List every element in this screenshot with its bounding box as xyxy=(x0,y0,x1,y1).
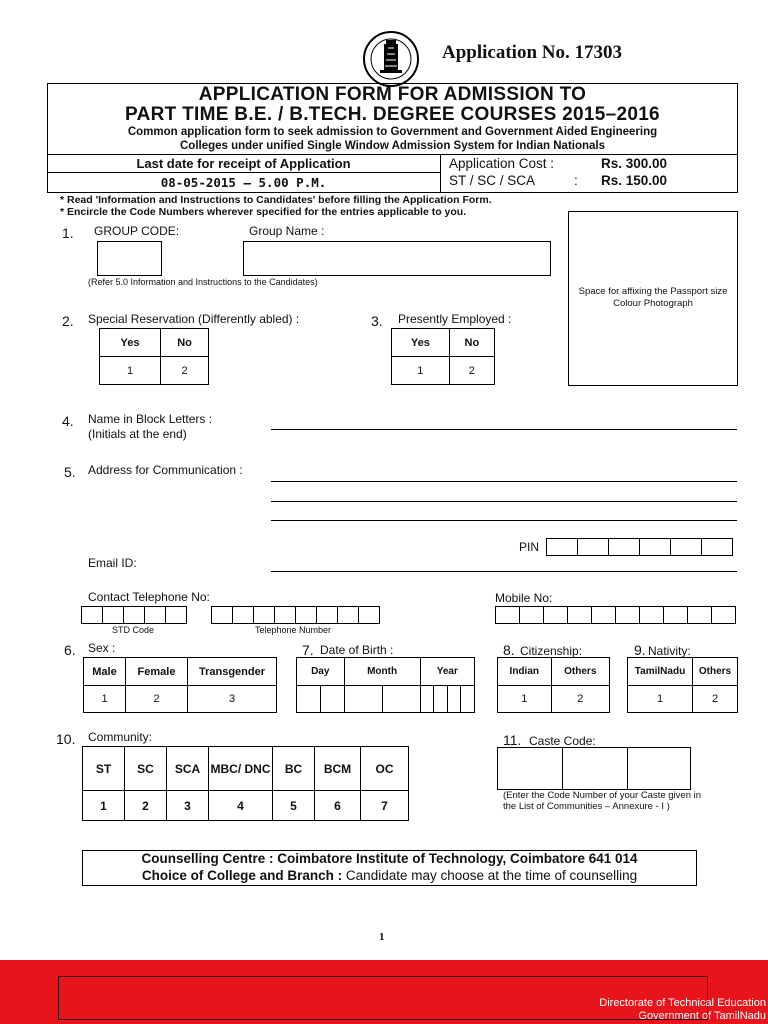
name-input-line[interactable] xyxy=(271,429,737,430)
divider xyxy=(47,154,738,155)
dob-digit[interactable] xyxy=(382,686,420,713)
tamilnadu-emblem-icon xyxy=(362,30,420,88)
contact-telephone-label: Contact Telephone No: xyxy=(88,590,210,604)
q9-number: 9. xyxy=(634,642,646,658)
sex-table xyxy=(83,657,277,713)
group-name-input[interactable] xyxy=(243,241,551,276)
counselling-centre: Counselling Centre : Coimbatore Institute of Technology, Coimbatore 641 014 xyxy=(141,851,638,866)
college-choice-label: Choice of College and Branch : xyxy=(141,868,343,883)
code-1[interactable]: 1 xyxy=(83,791,125,821)
option-sca[interactable]: SCA xyxy=(167,747,209,791)
group-name-label: Group Name : xyxy=(249,224,325,238)
form-subtitle-line1: Common application form to seek admission to Government and Government Aided Engineering xyxy=(127,126,658,138)
footer-directorate: Directorate of Technical Education xyxy=(599,997,766,1009)
citizenship-label: Citizenship: xyxy=(520,644,583,658)
option-yes[interactable]: Yes xyxy=(392,329,450,357)
sex-label: Sex : xyxy=(88,641,116,655)
q8-number: 8. xyxy=(503,642,515,658)
q1-number: 1. xyxy=(62,225,74,241)
option-indian[interactable]: Indian xyxy=(498,658,552,686)
caste-code-note-2: the List of Communities – Annexure - I ) xyxy=(503,801,670,812)
caste-code-label: Caste Code: xyxy=(529,734,596,748)
form-subtitle-line2: Colleges under unified Single Window Admission System for Indian Nationals xyxy=(179,140,606,152)
instruction-2: * Encircle the Code Numbers wherever specified for the entries applicable to you. xyxy=(60,206,467,218)
application-number: Application No. 17303 xyxy=(442,42,622,63)
dob-digit[interactable] xyxy=(461,686,475,713)
code-1[interactable]: 1 xyxy=(628,686,693,713)
divider xyxy=(440,154,441,193)
community-table xyxy=(82,746,409,821)
option-tamilnadu[interactable]: TamilNadu xyxy=(628,658,693,686)
dob-digit[interactable] xyxy=(420,686,434,713)
code-1[interactable]: 1 xyxy=(100,357,161,385)
dob-digit[interactable] xyxy=(297,686,321,713)
code-2[interactable]: 2 xyxy=(449,357,494,385)
code-7[interactable]: 7 xyxy=(361,791,409,821)
q2-number: 2. xyxy=(62,313,74,329)
code-2[interactable]: 2 xyxy=(125,791,167,821)
q11-number: 11. xyxy=(503,732,522,748)
caste-code-input[interactable] xyxy=(497,747,691,790)
code-2[interactable]: 2 xyxy=(161,357,209,385)
instruction-1: * Read 'Information and Instructions to Candidates' before filling the Application Form. xyxy=(60,194,492,206)
dob-digit[interactable] xyxy=(447,686,461,713)
option-yes[interactable]: Yes xyxy=(100,329,161,357)
option-others[interactable]: Others xyxy=(693,658,738,686)
cost-label: Application Cost : xyxy=(449,156,555,171)
mobile-label: Mobile No: xyxy=(495,591,553,605)
concession-colon: : xyxy=(574,173,578,188)
address-label: Address for Communication : xyxy=(88,463,243,477)
name-sublabel: (Initials at the end) xyxy=(88,427,187,441)
last-date-label: Last date for receipt of Application xyxy=(136,156,351,171)
option-bc[interactable]: BC xyxy=(273,747,315,791)
cost-value: Rs. 300.00 xyxy=(601,156,668,171)
q6-number: 6. xyxy=(64,642,76,658)
form-title-line1: APPLICATION FORM FOR ADMISSION TO xyxy=(198,84,587,105)
dob-day-header: Day xyxy=(297,658,345,686)
code-2[interactable]: 2 xyxy=(126,686,188,713)
form-title-line2: PART TIME B.E. / B.TECH. DEGREE COURSES 2015–2016 xyxy=(125,104,660,125)
dob-label: Date of Birth : xyxy=(320,643,394,657)
code-1[interactable]: 1 xyxy=(84,686,126,713)
option-sc[interactable]: SC xyxy=(125,747,167,791)
telephone-number-label: Telephone Number xyxy=(255,625,332,635)
group-refer-note: (Refer 5.0 Information and Instructions to the Candidates) xyxy=(88,277,318,287)
address-line-3[interactable] xyxy=(271,520,737,521)
dob-digit[interactable] xyxy=(320,686,344,713)
option-oc[interactable]: OC xyxy=(361,747,409,791)
nativity-label: Nativity: xyxy=(648,644,691,658)
code-3[interactable]: 3 xyxy=(167,791,209,821)
dob-month-header: Month xyxy=(344,658,420,686)
code-1[interactable]: 1 xyxy=(392,357,450,385)
dob-year-header: Year xyxy=(420,658,474,686)
q7-number: 7. xyxy=(302,642,314,658)
group-code-label: GROUP CODE: xyxy=(94,224,180,238)
last-date-value: 08-05-2015 — 5.00 P.M. xyxy=(160,175,327,190)
group-code-input[interactable] xyxy=(97,241,162,276)
code-4[interactable]: 4 xyxy=(209,791,273,821)
option-transgender[interactable]: Transgender xyxy=(188,658,277,686)
option-st[interactable]: ST xyxy=(83,747,125,791)
special-reservation-label: Special Reservation (Differently abled) : xyxy=(88,312,300,326)
std-code-input[interactable] xyxy=(81,606,187,624)
divider xyxy=(47,172,440,173)
college-choice-text: Candidate may choose at the time of counselling xyxy=(342,868,638,883)
citizenship-table xyxy=(497,657,610,713)
option-female[interactable]: Female xyxy=(126,658,188,686)
code-2[interactable]: 2 xyxy=(551,686,609,713)
code-6[interactable]: 6 xyxy=(315,791,361,821)
q10-number: 10. xyxy=(56,731,76,747)
address-line-2[interactable] xyxy=(271,501,737,502)
option-mbc-dnc[interactable]: MBC/ DNC xyxy=(209,747,273,791)
option-no[interactable]: No xyxy=(161,329,209,357)
footer-government: Government of TamilNadu xyxy=(638,1010,766,1022)
name-label: Name in Block Letters : xyxy=(88,412,213,426)
email-label: Email ID: xyxy=(88,556,137,570)
mobile-input[interactable] xyxy=(495,606,736,624)
std-code-label: STD Code xyxy=(112,625,155,635)
telephone-number-input[interactable] xyxy=(211,606,380,624)
caste-code-note-1: (Enter the Code Number of your Caste given in xyxy=(503,790,702,801)
code-5[interactable]: 5 xyxy=(273,791,315,821)
q5-number: 5. xyxy=(64,464,76,480)
dob-digit[interactable] xyxy=(344,686,382,713)
special-reservation-table xyxy=(99,328,209,385)
q3-number: 3. xyxy=(371,313,383,329)
dob-table xyxy=(296,657,475,713)
concession-value: Rs. 150.00 xyxy=(601,173,668,188)
option-others[interactable]: Others xyxy=(551,658,609,686)
email-input-line[interactable] xyxy=(271,571,737,572)
q4-number: 4. xyxy=(62,413,74,429)
dob-digit[interactable] xyxy=(434,686,448,713)
nativity-table xyxy=(627,657,738,713)
option-bcm[interactable]: BCM xyxy=(315,747,361,791)
concession-label: ST / SC / SCA xyxy=(449,173,536,188)
photo-instruction: Space for affixing the Passport size Colour Photograph xyxy=(578,286,728,309)
code-3[interactable]: 3 xyxy=(188,686,277,713)
pin-input[interactable] xyxy=(546,538,733,556)
code-1[interactable]: 1 xyxy=(498,686,552,713)
presently-employed-label: Presently Employed : xyxy=(398,312,512,326)
option-male[interactable]: Male xyxy=(84,658,126,686)
college-choice xyxy=(82,868,697,883)
page-number: 1 xyxy=(379,931,385,943)
address-line-1[interactable] xyxy=(271,481,737,482)
community-label: Community: xyxy=(88,730,153,744)
code-2[interactable]: 2 xyxy=(693,686,738,713)
option-no[interactable]: No xyxy=(449,329,494,357)
pin-label: PIN xyxy=(519,540,540,554)
presently-employed-table xyxy=(391,328,495,385)
